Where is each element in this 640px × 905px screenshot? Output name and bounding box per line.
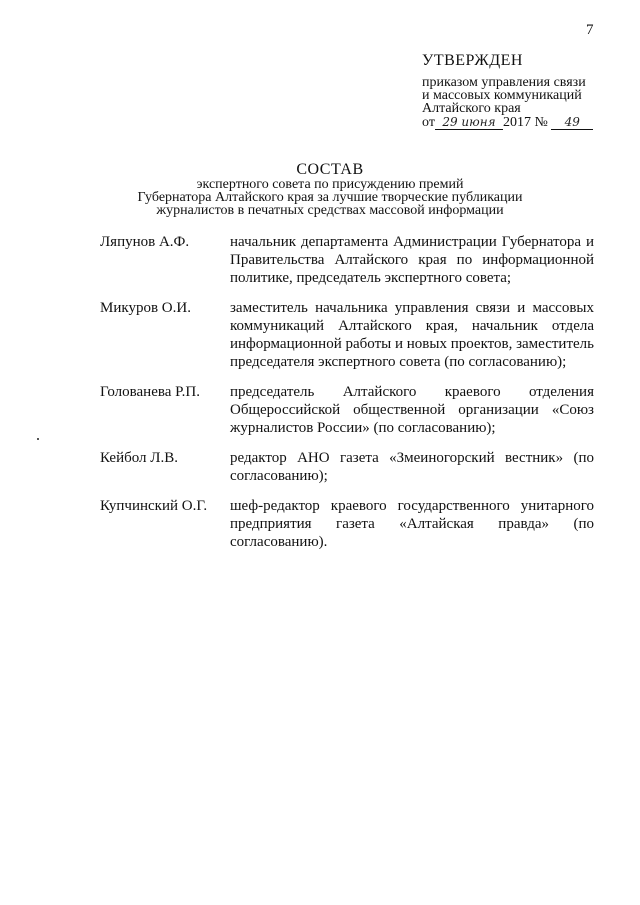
member-name: Микуров О.И. xyxy=(100,300,191,316)
handwritten-date: 29 июня xyxy=(435,116,503,130)
member-role: начальник департамента Администрации Губернатора и Правительства Алтайского края по информационной политике, председатель экспертного совета; xyxy=(230,234,594,286)
member-role: председатель Алтайского краевого отделения Общероссийской общественной организации «Союз журналистов России» (по согласованию); xyxy=(230,384,594,436)
member-name: Голованева Р.П. xyxy=(100,384,200,400)
heading-subtitle-line: журналистов в печатных средствах массовой информации xyxy=(156,203,504,218)
approval-title: УТВЕРЖДЕН xyxy=(422,52,523,69)
heading-title: СОСТАВ xyxy=(296,161,364,178)
member-role: шеф-редактор краевого государственного унитарного предприятия газета «Алтайская правда» (по согласованию). xyxy=(230,498,594,550)
handwritten-order-number: 49 xyxy=(551,116,593,130)
member-entry xyxy=(100,383,594,437)
page-number: 7 xyxy=(586,22,594,38)
member-name: Кейбол Л.В. xyxy=(100,450,178,466)
date-prefix: от xyxy=(422,115,435,130)
member-entry xyxy=(100,299,594,371)
approval-line: Алтайского края xyxy=(422,101,521,116)
member-entry xyxy=(100,497,594,551)
document-heading xyxy=(60,161,600,217)
scan-speck xyxy=(37,438,39,440)
date-year: 2017 № xyxy=(502,115,548,130)
heading-subtitle-line: Губернатора Алтайского края за лучшие творческие публикации xyxy=(137,190,523,205)
member-name: Ляпунов А.Ф. xyxy=(100,234,190,250)
approval-line: приказом управления связи xyxy=(422,75,586,90)
approval-block xyxy=(422,52,622,130)
member-entry xyxy=(100,233,594,287)
member-entry xyxy=(100,449,594,485)
heading-subtitle-line: экспертного совета по присуждению премий xyxy=(196,177,464,192)
member-name: Купчинский О.Г. xyxy=(100,498,208,514)
members-list xyxy=(100,233,594,563)
member-role: редактор АНО газета «Змеиногорский вестник» (по согласованию); xyxy=(230,450,594,484)
member-role: заместитель начальника управления связи и массовых коммуникаций Алтайского края, начальник отдела информационной работы и новых проектов, заместитель председателя экспертного совета (по согласованию); xyxy=(230,300,594,370)
approval-date xyxy=(422,115,622,130)
approval-line: и массовых коммуникаций xyxy=(422,88,582,103)
